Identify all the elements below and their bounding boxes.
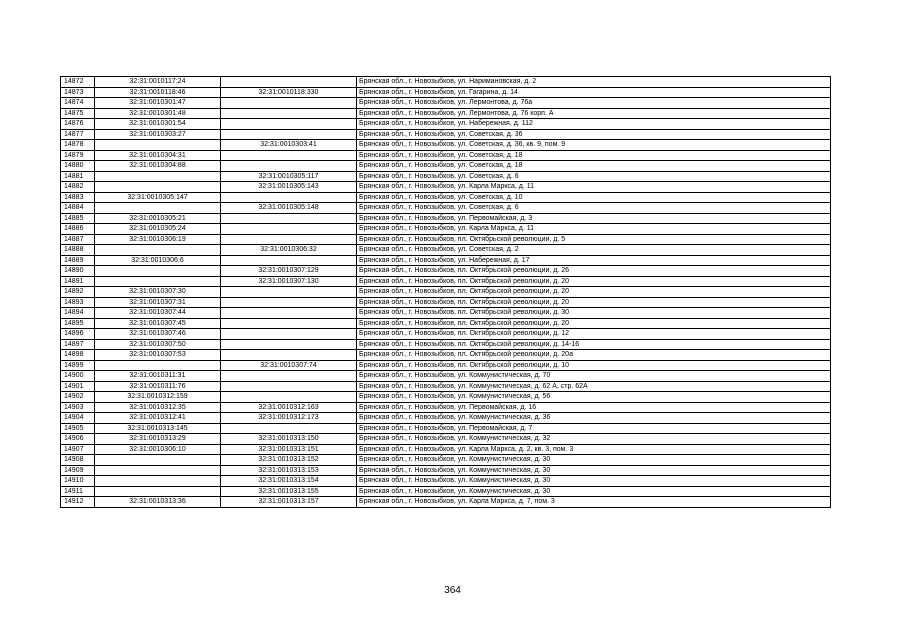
row-number-cell: 14898 [61,350,95,361]
cadastral-number-cell [95,266,221,277]
row-number-cell: 14911 [61,486,95,497]
table-row [61,423,831,434]
row-number-cell: 14876 [61,119,95,130]
address-cell: Брянская обл., г. Новозыбков, ул. Советская, д. 6 [357,203,831,214]
row-number-cell: 14907 [61,444,95,455]
table-row [61,77,831,88]
row-number-cell: 14882 [61,182,95,193]
cadastral-number-cell [95,140,221,151]
table-row [61,350,831,361]
linked-cadastral-number-cell: 32:31:0010305:143 [221,182,357,193]
linked-cadastral-number-cell [221,350,357,361]
linked-cadastral-number-cell [221,234,357,245]
address-cell: Брянская обл., г. Новозыбков, пл. Октябрьской революции, д. 12 [357,329,831,340]
address-cell: Брянская обл., г. Новозыбков, ул. Советская, д. 6 [357,171,831,182]
linked-cadastral-number-cell: 32:31:0010312:173 [221,413,357,424]
address-cell: Брянская обл., г. Новозыбков, пл. Октябрьской революции, д. 20а [357,350,831,361]
linked-cadastral-number-cell [221,329,357,340]
table-row [61,276,831,287]
row-number-cell: 14900 [61,371,95,382]
registry-table [60,76,831,508]
linked-cadastral-number-cell: 32:31:0010313:152 [221,455,357,466]
row-number-cell: 14884 [61,203,95,214]
linked-cadastral-number-cell [221,108,357,119]
cadastral-number-cell: 32:31:0010301:48 [95,108,221,119]
linked-cadastral-number-cell: 32:31:0010307:130 [221,276,357,287]
linked-cadastral-number-cell [221,308,357,319]
linked-cadastral-number-cell [221,297,357,308]
table-row [61,360,831,371]
table-row [61,318,831,329]
linked-cadastral-number-cell [221,119,357,130]
linked-cadastral-number-cell [221,129,357,140]
table-row [61,287,831,298]
address-cell: Брянская обл., г. Новозыбков, ул. Коммунистическая, д. 30 [357,476,831,487]
row-number-cell: 14883 [61,192,95,203]
cadastral-number-cell: 32:31:0010307:44 [95,308,221,319]
linked-cadastral-number-cell: 32:31:0010118:330 [221,87,357,98]
address-cell: Брянская обл., г. Новозыбков, ул. Первомайская, д. 16 [357,402,831,413]
linked-cadastral-number-cell: 32:31:0010307:129 [221,266,357,277]
row-number-cell: 14896 [61,329,95,340]
row-number-cell: 14912 [61,497,95,508]
address-cell: Брянская обл., г. Новозыбков, ул. Коммунистическая, д. 30 [357,465,831,476]
linked-cadastral-number-cell [221,77,357,88]
row-number-cell: 14885 [61,213,95,224]
cadastral-number-cell: 32:31:0010117:24 [95,77,221,88]
linked-cadastral-number-cell: 32:31:0010313:150 [221,434,357,445]
cadastral-number-cell [95,171,221,182]
cadastral-number-cell: 32:31:0010312:41 [95,413,221,424]
table-row [61,371,831,382]
linked-cadastral-number-cell: 32:31:0010312:163 [221,402,357,413]
table-row [61,161,831,172]
cadastral-number-cell [95,276,221,287]
cadastral-number-cell: 32:31:0010304:88 [95,161,221,172]
linked-cadastral-number-cell: 32:31:0010303:41 [221,140,357,151]
address-cell: Брянская обл., г. Новозыбков, ул. Набережная, д. 112 [357,119,831,130]
cadastral-number-cell: 32:31:0010307:50 [95,339,221,350]
table-row [61,234,831,245]
row-number-cell: 14878 [61,140,95,151]
table-row [61,413,831,424]
linked-cadastral-number-cell [221,287,357,298]
cadastral-number-cell: 32:31:0010307:31 [95,297,221,308]
row-number-cell: 14902 [61,392,95,403]
address-cell: Брянская обл., г. Новозыбков, ул. Набережная, д. 17 [357,255,831,266]
table-row [61,140,831,151]
address-cell: Брянская обл., г. Новозыбков, пл. Октябрьской революции, д. 20 [357,318,831,329]
row-number-cell: 14877 [61,129,95,140]
address-cell: Брянская обл., г. Новозыбков, пл. Октябрьской революции, д. 30 [357,308,831,319]
table-row [61,392,831,403]
cadastral-number-cell [95,203,221,214]
linked-cadastral-number-cell [221,213,357,224]
row-number-cell: 14888 [61,245,95,256]
address-cell: Брянская обл., г. Новозыбков, ул. Коммунистическая, д. 70 [357,371,831,382]
address-cell: Брянская обл., г. Новозыбков, ул. Коммунистическая, д. 30 [357,486,831,497]
row-number-cell: 14886 [61,224,95,235]
row-number-cell: 14903 [61,402,95,413]
table-row [61,486,831,497]
address-cell: Брянская обл., г. Новозыбков, пл. Октябрьской революции, д. 10 [357,360,831,371]
row-number-cell: 14904 [61,413,95,424]
cadastral-number-cell: 32:31:0010306:19 [95,234,221,245]
table-row [61,192,831,203]
address-cell: Брянская обл., г. Новозыбков, ул. Карла Маркса, д. 11 [357,182,831,193]
address-cell: Брянская обл., г. Новозыбков, ул. Советская, д. 36 [357,129,831,140]
linked-cadastral-number-cell: 32:31:0010313:157 [221,497,357,508]
linked-cadastral-number-cell [221,392,357,403]
table-row [61,87,831,98]
row-number-cell: 14906 [61,434,95,445]
address-cell: Брянская обл., г. Новозыбков, ул. Советская, д. 10 [357,192,831,203]
address-cell: Брянская обл., г. Новозыбков, ул. Карла Маркса, д. 11 [357,224,831,235]
address-cell: Брянская обл., г. Новозыбков, пл. Октябрьской революции, д. 20 [357,287,831,298]
row-number-cell: 14874 [61,98,95,109]
cadastral-number-cell: 32:31:0010301:47 [95,98,221,109]
cadastral-number-cell: 32:31:0010306:10 [95,444,221,455]
linked-cadastral-number-cell: 32:31:0010306:32 [221,245,357,256]
address-cell: Брянская обл., г. Новозыбков, ул. Карла Маркса, д. 2, кв. 3, пом. 3 [357,444,831,455]
linked-cadastral-number-cell: 32:31:0010313:154 [221,476,357,487]
table-row [61,381,831,392]
table-row [61,434,831,445]
address-cell: Брянская обл., г. Новозыбков, ул. Советская, д. 36, кв. 9, пом. 9 [357,140,831,151]
row-number-cell: 14901 [61,381,95,392]
page-number: 364 [444,585,461,596]
linked-cadastral-number-cell [221,423,357,434]
table-row [61,329,831,340]
table-row [61,255,831,266]
address-cell: Брянская обл., г. Новозыбков, ул. Гагарина, д. 14 [357,87,831,98]
linked-cadastral-number-cell: 32:31:0010305:117 [221,171,357,182]
table-row [61,171,831,182]
address-cell: Брянская обл., г. Новозыбков, пл. Октябрьской революции, д. 26 [357,266,831,277]
table-row [61,402,831,413]
linked-cadastral-number-cell [221,318,357,329]
row-number-cell: 14879 [61,150,95,161]
cadastral-number-cell: 32:31:0010312:35 [95,402,221,413]
registry-table-body [61,77,831,508]
address-cell: Брянская обл., г. Новозыбков, ул. Коммунистическая, д. 32 [357,434,831,445]
address-cell: Брянская обл., г. Новозыбков, ул. Коммунистическая, д. 36 [357,413,831,424]
cadastral-number-cell: 32:31:0010312:159 [95,392,221,403]
linked-cadastral-number-cell [221,339,357,350]
row-number-cell: 14889 [61,255,95,266]
linked-cadastral-number-cell [221,255,357,266]
table-row [61,297,831,308]
row-number-cell: 14891 [61,276,95,287]
cadastral-number-cell: 32:31:0010307:46 [95,329,221,340]
row-number-cell: 14908 [61,455,95,466]
row-number-cell: 14873 [61,87,95,98]
cadastral-number-cell: 32:31:0010305:21 [95,213,221,224]
row-number-cell: 14892 [61,287,95,298]
table-row [61,203,831,214]
cadastral-number-cell: 32:31:0010304:31 [95,150,221,161]
address-cell: Брянская обл., г. Новозыбков, ул. Лермонтова, д. 76а [357,98,831,109]
table-row [61,476,831,487]
address-cell: Брянская обл., г. Новозыбков, ул. Советская, д. 18 [357,150,831,161]
table-row [61,444,831,455]
cadastral-number-cell: 32:31:0010313:36 [95,497,221,508]
address-cell: Брянская обл., г. Новозыбков, пл. Октябрьской революции, д. 20 [357,276,831,287]
linked-cadastral-number-cell: 32:31:0010313:155 [221,486,357,497]
cadastral-number-cell [95,182,221,193]
row-number-cell: 14875 [61,108,95,119]
table-row [61,119,831,130]
table-row [61,245,831,256]
table-row [61,108,831,119]
linked-cadastral-number-cell [221,192,357,203]
cadastral-number-cell: 32:31:0010313:29 [95,434,221,445]
cadastral-number-cell [95,476,221,487]
cadastral-number-cell: 32:31:0010306:6 [95,255,221,266]
cadastral-number-cell: 32:31:0010307:30 [95,287,221,298]
cadastral-number-cell [95,360,221,371]
cadastral-number-cell [95,486,221,497]
cadastral-number-cell: 32:31:0010311:31 [95,371,221,382]
cadastral-number-cell [95,455,221,466]
table-row [61,224,831,235]
address-cell: Брянская обл., г. Новозыбков, ул. Карла Маркса, д. 7, пом. 3 [357,497,831,508]
linked-cadastral-number-cell [221,161,357,172]
cadastral-number-cell: 32:31:0010305:147 [95,192,221,203]
row-number-cell: 14894 [61,308,95,319]
address-cell: Брянская обл., г. Новозыбков, ул. Коммунистическая, д. 30 [357,455,831,466]
table-row [61,455,831,466]
row-number-cell: 14899 [61,360,95,371]
table-row [61,129,831,140]
address-cell: Брянская обл., г. Новозыбков, ул. Коммунистическая, д. 56 [357,392,831,403]
row-number-cell: 14890 [61,266,95,277]
address-cell: Брянская обл., г. Новозыбков, ул. Коммунистическая, д. 62 А, стр. 62А [357,381,831,392]
cadastral-number-cell [95,245,221,256]
row-number-cell: 14905 [61,423,95,434]
address-cell: Брянская обл., г. Новозыбков, ул. Первомайская, д. 3 [357,213,831,224]
cadastral-number-cell: 32:31:0010311:76 [95,381,221,392]
table-row [61,98,831,109]
address-cell: Брянская обл., г. Новозыбков, ул. Лермонтова, д. 76 корп. А [357,108,831,119]
linked-cadastral-number-cell: 32:31:0010313:151 [221,444,357,455]
cadastral-number-cell [95,465,221,476]
table-row [61,339,831,350]
row-number-cell: 14910 [61,476,95,487]
linked-cadastral-number-cell [221,371,357,382]
address-cell: Брянская обл., г. Новозыбков, пл. Октябрьской революции, д. 5 [357,234,831,245]
linked-cadastral-number-cell [221,381,357,392]
address-cell: Брянская обл., г. Новозыбков, пл. Октябрьской революции, д. 20 [357,297,831,308]
address-cell: Брянская обл., г. Новозыбков, пл. Октябрьской революции, д. 14-16 [357,339,831,350]
cadastral-number-cell: 32:31:0010305:24 [95,224,221,235]
linked-cadastral-number-cell [221,224,357,235]
row-number-cell: 14909 [61,465,95,476]
table-row [61,497,831,508]
row-number-cell: 14897 [61,339,95,350]
table-row [61,465,831,476]
cadastral-number-cell: 32:31:0010301:54 [95,119,221,130]
row-number-cell: 14895 [61,318,95,329]
linked-cadastral-number-cell [221,98,357,109]
linked-cadastral-number-cell: 32:31:0010305:148 [221,203,357,214]
address-cell: Брянская обл., г. Новозыбков, ул. Первомайская, д. 7 [357,423,831,434]
cadastral-number-cell: 32:31:0010307:53 [95,350,221,361]
row-number-cell: 14872 [61,77,95,88]
cadastral-number-cell: 32:31:0010303:27 [95,129,221,140]
row-number-cell: 14893 [61,297,95,308]
table-row [61,308,831,319]
row-number-cell: 14881 [61,171,95,182]
cadastral-number-cell: 32:31:0010307:45 [95,318,221,329]
linked-cadastral-number-cell: 32:31:0010307:74 [221,360,357,371]
table-row [61,150,831,161]
address-cell: Брянская обл., г. Новозыбков, ул. Наримановская, д. 2 [357,77,831,88]
address-cell: Брянская обл., г. Новозыбков, ул. Советская, д. 2 [357,245,831,256]
table-row [61,213,831,224]
address-cell: Брянская обл., г. Новозыбков, ул. Советская, д. 18 [357,161,831,172]
cadastral-number-cell: 32:31:0010118:46 [95,87,221,98]
row-number-cell: 14880 [61,161,95,172]
cadastral-number-cell: 32:31:0010313:145 [95,423,221,434]
row-number-cell: 14887 [61,234,95,245]
table-row [61,182,831,193]
linked-cadastral-number-cell [221,150,357,161]
table-row [61,266,831,277]
linked-cadastral-number-cell: 32:31:0010313:153 [221,465,357,476]
